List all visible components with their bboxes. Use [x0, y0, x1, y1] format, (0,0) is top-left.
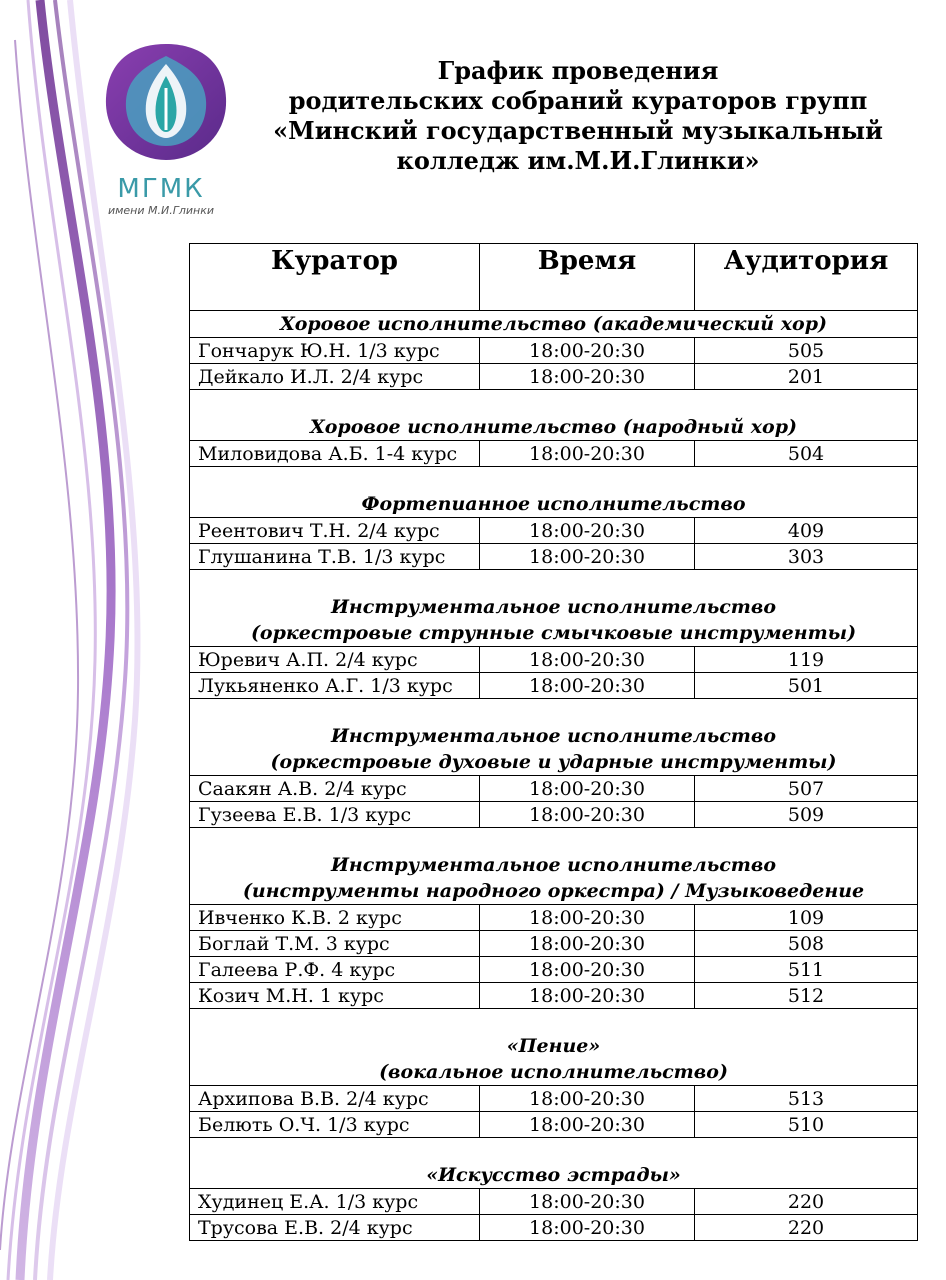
- table-row: [190, 518, 918, 544]
- time-cell: 18:00-20:30: [480, 1086, 695, 1112]
- table-header-row: [190, 244, 918, 311]
- room-cell: 505: [695, 338, 918, 364]
- curator-cell: Дейкало И.Л. 2/4 курс: [190, 364, 480, 390]
- section-heading-line: Инструментальное исполнительство: [330, 596, 777, 618]
- time-cell: 18:00-20:30: [480, 441, 695, 467]
- time-cell: 18:00-20:30: [480, 931, 695, 957]
- table-row: [190, 983, 918, 1009]
- room-cell: 512: [695, 983, 918, 1009]
- logo-tagline: имени М.И.Глинки: [107, 204, 215, 217]
- room-cell: 510: [695, 1112, 918, 1138]
- section-heading: [190, 699, 918, 776]
- room-cell: 109: [695, 905, 918, 931]
- section-heading-line: Хоровое исполнительство (народный хор): [310, 416, 797, 438]
- room-cell: 504: [695, 441, 918, 467]
- curator-cell: Юревич А.П. 2/4 курс: [190, 647, 480, 673]
- section-row: [190, 570, 918, 647]
- table-row: [190, 441, 918, 467]
- table-row: [190, 776, 918, 802]
- table-row: [190, 802, 918, 828]
- section-heading: [190, 828, 918, 905]
- table-row: [190, 1086, 918, 1112]
- curator-cell: Лукьяненко А.Г. 1/3 курс: [190, 673, 480, 699]
- table-row: [190, 931, 918, 957]
- table-row: [190, 905, 918, 931]
- time-cell: 18:00-20:30: [480, 518, 695, 544]
- curator-cell: Белють О.Ч. 1/3 курс: [190, 1112, 480, 1138]
- section-row: [190, 1138, 918, 1189]
- curator-cell: Боглай Т.М. 3 курс: [190, 931, 480, 957]
- section-heading-line: (инструменты народного оркестра) / Музыковедение: [242, 880, 865, 902]
- section-heading: [190, 311, 918, 338]
- table-row: [190, 338, 918, 364]
- section-row: [190, 390, 918, 441]
- time-cell: 18:00-20:30: [480, 544, 695, 570]
- time-cell: 18:00-20:30: [480, 905, 695, 931]
- section-heading: [190, 1138, 918, 1189]
- section-heading-line: Инструментальное исполнительство: [330, 725, 777, 747]
- section-heading-line: (оркестровые струнные смычковые инструменты): [250, 622, 857, 644]
- section-heading: [190, 1009, 918, 1086]
- time-cell: 18:00-20:30: [480, 364, 695, 390]
- section-row: [190, 1009, 918, 1086]
- curator-cell: Ивченко К.В. 2 курс: [190, 905, 480, 931]
- curator-cell: Трусова Е.В. 2/4 курс: [190, 1215, 480, 1241]
- header-curator: Куратор: [190, 244, 480, 311]
- time-cell: 18:00-20:30: [480, 1112, 695, 1138]
- header-time: Время: [480, 244, 695, 311]
- table-row: [190, 544, 918, 570]
- room-cell: 220: [695, 1215, 918, 1241]
- college-logo: [96, 38, 236, 218]
- header-room: Аудитория: [695, 244, 918, 311]
- room-cell: 303: [695, 544, 918, 570]
- curator-cell: Саакян А.В. 2/4 курс: [190, 776, 480, 802]
- curator-cell: Гузеева Е.В. 1/3 курс: [190, 802, 480, 828]
- time-cell: 18:00-20:30: [480, 1189, 695, 1215]
- section-row: [190, 467, 918, 518]
- time-cell: 18:00-20:30: [480, 983, 695, 1009]
- room-cell: 509: [695, 802, 918, 828]
- curator-cell: Худинец Е.А. 1/3 курс: [190, 1189, 480, 1215]
- section-heading-line: «Искусство эстрады»: [426, 1164, 681, 1186]
- table-row: [190, 1189, 918, 1215]
- time-cell: 18:00-20:30: [480, 673, 695, 699]
- tulip-logo-icon: [96, 38, 236, 168]
- room-cell: 513: [695, 1086, 918, 1112]
- time-cell: 18:00-20:30: [480, 957, 695, 983]
- section-heading-line: «Пение»: [506, 1035, 601, 1057]
- room-cell: 220: [695, 1189, 918, 1215]
- curator-cell: Реентович Т.Н. 2/4 курс: [190, 518, 480, 544]
- curator-cell: Галеева Р.Ф. 4 курс: [190, 957, 480, 983]
- title-line: колледж им.М.И.Глинки»: [396, 146, 760, 175]
- room-cell: 119: [695, 647, 918, 673]
- section-heading: [190, 570, 918, 647]
- curator-cell: Гончарук Ю.Н. 1/3 курс: [190, 338, 480, 364]
- section-heading: [190, 467, 918, 518]
- section-heading-line: (оркестровые духовые и ударные инструменты): [270, 751, 837, 773]
- time-cell: 18:00-20:30: [480, 1215, 695, 1241]
- table-row: [190, 364, 918, 390]
- section-heading-line: Инструментальное исполнительство: [330, 854, 777, 876]
- curator-cell: Миловидова А.Б. 1-4 курс: [190, 441, 480, 467]
- room-cell: 201: [695, 364, 918, 390]
- curator-cell: Архипова В.В. 2/4 курс: [190, 1086, 480, 1112]
- table-row: [190, 957, 918, 983]
- section-heading: [190, 390, 918, 441]
- time-cell: 18:00-20:30: [480, 338, 695, 364]
- section-row: [190, 311, 918, 338]
- section-heading-line: (вокальное исполнительство): [379, 1061, 728, 1083]
- room-cell: 501: [695, 673, 918, 699]
- table-row: [190, 647, 918, 673]
- table-row: [190, 1215, 918, 1241]
- logo-brand: МГМК: [117, 174, 205, 204]
- room-cell: 507: [695, 776, 918, 802]
- room-cell: 511: [695, 957, 918, 983]
- section-heading-line: Фортепианное исполнительство: [361, 493, 746, 515]
- schedule-table: [189, 243, 918, 1241]
- table-row: [190, 1112, 918, 1138]
- time-cell: 18:00-20:30: [480, 802, 695, 828]
- title-line: «Минский государственный музыкальный: [273, 116, 883, 145]
- title-line: родительских собраний кураторов групп: [288, 86, 868, 115]
- section-row: [190, 699, 918, 776]
- time-cell: 18:00-20:30: [480, 647, 695, 673]
- room-cell: 409: [695, 518, 918, 544]
- curator-cell: Козич М.Н. 1 курс: [190, 983, 480, 1009]
- room-cell: 508: [695, 931, 918, 957]
- table-row: [190, 673, 918, 699]
- section-row: [190, 828, 918, 905]
- curator-cell: Глушанина Т.В. 1/3 курс: [190, 544, 480, 570]
- page-title: [258, 56, 898, 176]
- time-cell: 18:00-20:30: [480, 776, 695, 802]
- section-heading-line: Хоровое исполнительство (академический хор): [279, 313, 827, 335]
- title-line: График проведения: [437, 56, 719, 85]
